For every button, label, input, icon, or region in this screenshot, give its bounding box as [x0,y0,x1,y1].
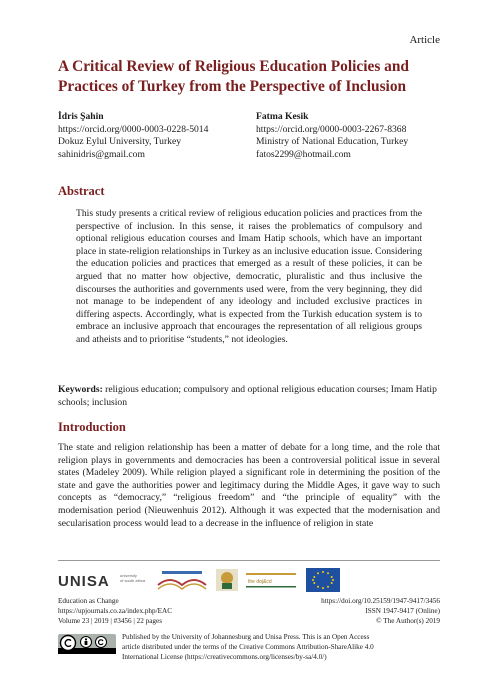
keywords-text: religious education; compulsory and optional religious education courses; Imam Hatip schools; inclusion [58,384,437,408]
journal-url-link[interactable]: https://upjournals.co.za/index.php/EAC [58,607,172,615]
author-orcid-link[interactable]: https://orcid.org/0000-0003-2267-8368 [256,123,407,135]
journal-name: Education as Change [58,597,119,605]
doi-info [321,596,440,626]
cc-by-sa-badge-icon[interactable] [58,634,116,654]
unisa-logo-subtitle-2: of south africa [120,578,146,583]
unisa-logo-subtitle-1: university [120,573,137,578]
article-type-label: Article [409,34,440,46]
issn-text: ISSN 1947-9417 (Online) [365,607,440,615]
author-block-1 [58,111,208,161]
introduction-heading: Introduction [58,420,126,434]
doj-logo-text: the doj&cd [248,579,272,585]
unisa-logo: UNISA [58,573,110,590]
license-line-3[interactable]: International License (https://creativecommons.org/licenses/by-sa/4.0/) [122,652,327,661]
doi-link[interactable]: https://doi.org/10.25159/1947-9417/3456 [321,597,440,605]
coat-of-arms-icon [216,569,238,591]
doj-logo-icon [246,573,296,588]
license-line-1: Published by the University of Johannesburg and Unisa Press. This is an Open Access [122,633,370,641]
author-affiliation: Ministry of National Education, Turkey [256,136,409,148]
keywords [58,384,440,409]
introduction-text: The state and religion relationship has been a matter of debate for a long time, and the role that religion plays in governments and democracies has been a controversial political issue in several states (Madeley 2009). While religion played a significant role in determining the position of the state and gave the authorities power and legitimacy during the Middle Ages, it gave way to such concepts as “democracy,” “religious freedom” and “the principle of equality” with the modernisation period (Nieuwenhuis 2012). Although it was expected that the modernisation and secularisation process would lead to a decrease in the influence of religion in state [58,442,440,529]
license-line-2: article distributed under the terms of the Creative Commons Attribution-ShareAlike 4.0 [122,642,374,651]
article-title: A Critical Review of Religious Education Policies and Practices of Turkey from the Perspective of Inclusion [58,58,409,95]
author-affiliation: Dokuz Eylul University, Turkey [58,136,182,148]
author-email-link[interactable]: sahinidris@gmail.com [58,148,145,160]
author-email-link[interactable]: fatos2299@hotmail.com [256,148,351,160]
author-block-2 [256,111,408,161]
footer-divider [58,560,440,561]
keywords-label: Keywords: [58,384,103,395]
abstract-text: This study presents a critical review of religious education policies and practices from the perspective of inclusion. In this sense, it raises the problematics of compulsory and optional religious education courses and Imam Hatip schools, which have an important place in state-religion relationships in Turkey as an inclusive education issue. Considering the education policies and practices that emerged as a result of these policies, it can be argued that no matter how objective, democratic, pluralistic and thus inclusive the discourses the authorities and governments used were, from the very beginning, they did not manage to be independent of any ideology and included exclusive practices in differing aspects. Accordingly, what is expected from the Turkish education system is to embrace an inclusive approach that encourages the representation of all religious groups and atheists and to prioritise “students,” not ideologies. [76,208,422,345]
abstract-heading: Abstract [58,184,105,198]
copyright-text: © The Author(s) 2019 [376,617,440,625]
volume-info: Volume 23 | 2019 | #3456 | 22 pages [58,617,163,625]
author-orcid-link[interactable]: https://orcid.org/0000-0003-0228-5014 [58,123,209,135]
book-logo-icon [158,571,206,589]
journal-info [58,596,172,626]
eu-flag-icon [306,568,340,592]
author-name: İdris Şahin [58,111,104,122]
author-name: Fatma Kesik [256,111,309,122]
publisher-logos [58,567,440,593]
license-text [122,633,440,662]
